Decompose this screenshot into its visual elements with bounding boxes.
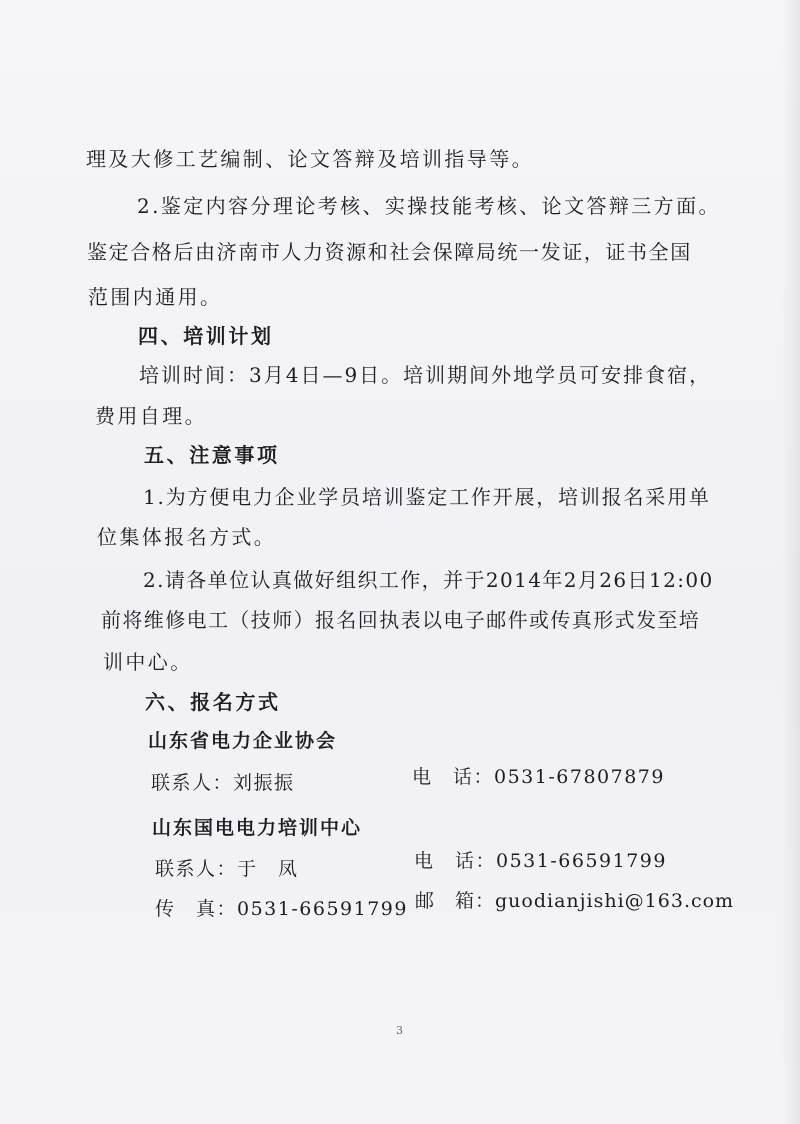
org-name-training-center: 山东国电电力培训中心 <box>152 817 363 839</box>
page-number: 3 <box>396 1024 403 1037</box>
paragraph-line: 范围内通用。 <box>88 285 223 309</box>
paragraph-line: 2.鉴定内容分理论考核、实操技能考核、论文答辩三方面。 <box>137 194 721 218</box>
contact-phone: 电 话：0531-67807879 <box>412 766 665 788</box>
scan-edge-shadow <box>782 0 800 1124</box>
org-name-association: 山东省电力企业协会 <box>148 730 338 752</box>
contact-person: 联系人：于 凤 <box>155 858 299 880</box>
paragraph-line: 鉴定合格后由济南市人力资源和社会保障局统一发证，证书全国 <box>87 240 692 264</box>
section-heading-training-plan: 四、培训计划 <box>138 324 274 348</box>
paragraph-line: 1.为方便电力企业学员培训鉴定工作开展，培训报名采用单 <box>143 485 711 509</box>
section-heading-registration: 六、报名方式 <box>145 690 281 714</box>
contact-phone: 电 话：0531-66591799 <box>414 850 667 872</box>
paragraph-line: 费用自理。 <box>95 404 207 428</box>
paragraph-line: 2.请各单位认真做好组织工作，并于2014年2月26日12:00 <box>143 568 714 592</box>
paragraph-line: 训中心。 <box>103 650 193 674</box>
contact-person: 联系人：刘振振 <box>151 772 295 794</box>
section-heading-notes: 五、注意事项 <box>144 443 280 467</box>
contact-email: 邮 箱：guodianjishi@163.com <box>415 890 735 912</box>
paragraph-line: 位集体报名方式。 <box>97 525 277 549</box>
contact-fax: 传 真：0531-66591799 <box>155 898 408 920</box>
paragraph-line: 理及大修工艺编制、论文答辩及培训指导等。 <box>86 147 534 171</box>
paragraph-line: 前将维修电工（技师）报名回执表以电子邮件或传真形式发至培 <box>101 608 701 632</box>
paragraph-line: 培训时间：3月4日—9日。培训期间外地学员可安排食宿， <box>139 363 712 387</box>
